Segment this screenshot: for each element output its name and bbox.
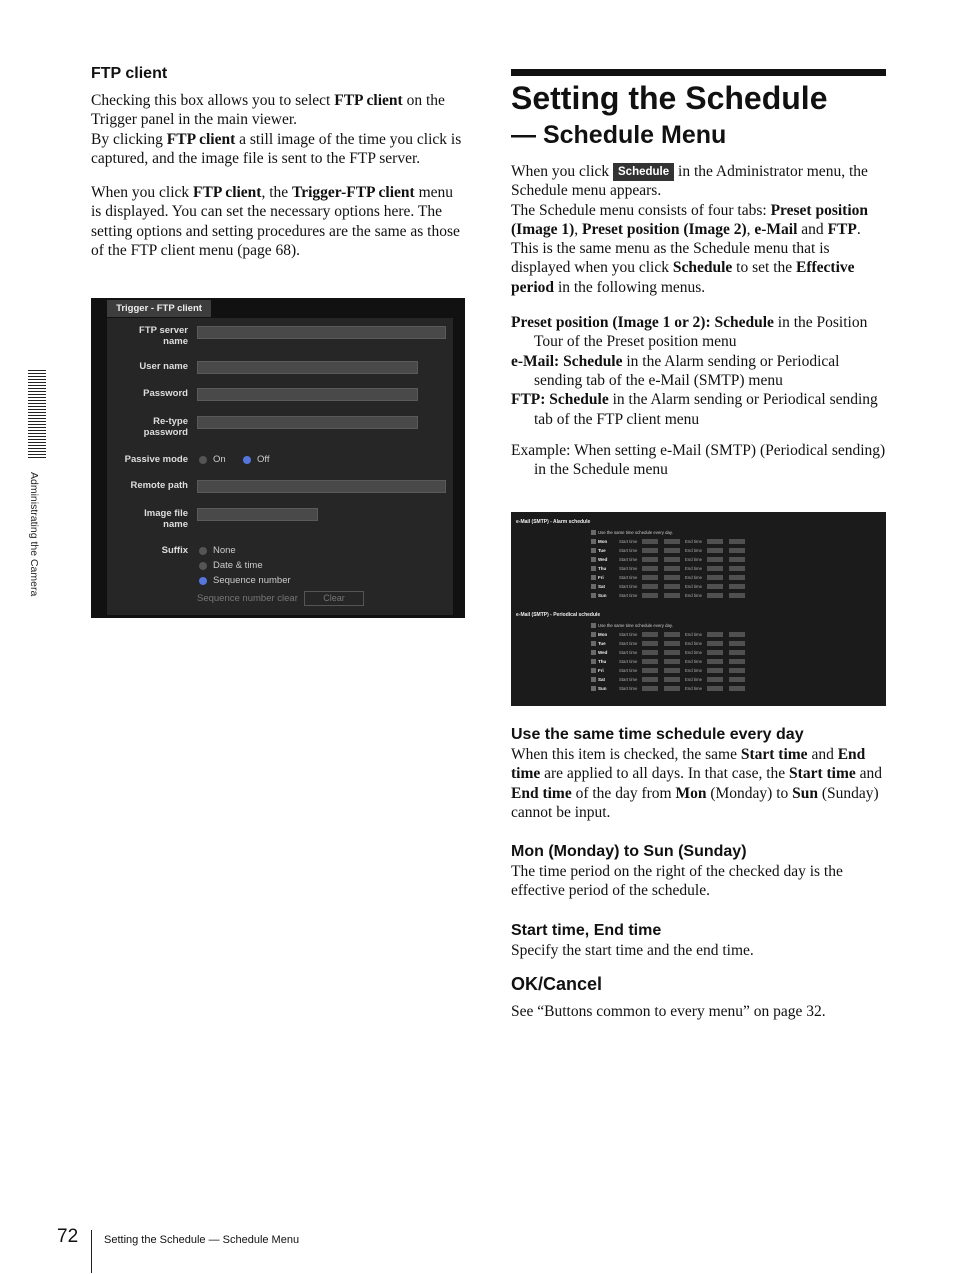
bold-term: e-Mail — [754, 220, 798, 238]
bold-term: Start time — [789, 765, 856, 783]
start-time-label: Start time — [619, 668, 638, 673]
text-run: . — [856, 220, 861, 238]
text-run: menu is displayed. You can set the necessary options here. The setting options and setting procedures are the same as those of the FTP client menu (page 68). — [91, 184, 460, 260]
alarm-schedule-title: e-Mail (SMTP) - Alarm schedule — [516, 519, 591, 525]
end-time-label: End time — [685, 677, 702, 682]
day-label: Tue — [598, 641, 606, 646]
schedule-day-row — [589, 649, 749, 656]
periodical-schedule-title: e-Mail (SMTP) - Periodical schedule — [516, 612, 601, 618]
start-minute-field[interactable] — [664, 686, 680, 691]
start-minute-field[interactable] — [664, 575, 680, 580]
bold-term: Trigger-FTP client — [292, 184, 415, 202]
end-hour-field[interactable] — [707, 539, 723, 544]
day-label: Fri — [598, 575, 604, 580]
text-run: in the Position Tour of the Preset position menu — [534, 314, 868, 351]
day-label: Tue — [598, 548, 606, 553]
text-run: (Sunday) cannot be input. — [511, 784, 879, 821]
paragraph — [511, 201, 886, 240]
end-hour-field[interactable] — [707, 668, 723, 673]
schedule-day-row — [589, 592, 749, 599]
day-label: Wed — [598, 557, 608, 562]
day-label: Thu — [598, 566, 607, 571]
end-minute-field[interactable] — [729, 593, 745, 598]
left-column — [91, 64, 466, 260]
passive-mode-label: Passive mode — [124, 454, 188, 465]
day-checkbox[interactable] — [591, 641, 596, 646]
suffix-none-radio[interactable] — [199, 547, 207, 555]
schedule-day-row — [589, 565, 749, 572]
bold-term: Preset position (Image 1) — [511, 201, 869, 238]
day-checkbox[interactable] — [591, 575, 596, 580]
start-hour-field[interactable] — [642, 677, 658, 682]
same-time-row — [589, 622, 749, 629]
day-checkbox[interactable] — [591, 650, 596, 655]
intro-text: in the Administrator menu, the Schedule menu appears. — [511, 163, 868, 200]
start-hour-field[interactable] — [642, 641, 658, 646]
start-time-label: Start time — [619, 686, 638, 691]
retype-password-input[interactable] — [197, 416, 418, 429]
intro-paragraph — [511, 162, 886, 201]
page-number: 72 — [57, 1226, 79, 1247]
start-hour-field[interactable] — [642, 557, 658, 562]
text-run: The Schedule menu consists of four tabs: — [511, 201, 771, 219]
end-hour-field[interactable] — [707, 593, 723, 598]
text-run: in the Alarm sending or Periodical sending tab of the e-Mail (SMTP) menu — [534, 352, 840, 389]
bold-term: FTP client — [334, 92, 403, 109]
text-run: , — [574, 220, 583, 238]
schedule-button: Schedule — [613, 163, 674, 181]
start-hour-field[interactable] — [642, 659, 658, 664]
start-minute-field[interactable] — [664, 593, 680, 598]
end-minute-field[interactable] — [729, 584, 745, 589]
bold-term: FTP — [827, 220, 857, 238]
heading-days: Mon (Monday) to Sun (Sunday) — [511, 843, 747, 861]
start-hour-field[interactable] — [642, 668, 658, 673]
ftp-client-screenshot — [91, 298, 465, 618]
example-caption: Example: When setting e-Mail (SMTP) (Periodical sending) in the Schedule menu — [511, 441, 886, 479]
start-hour-field[interactable] — [642, 650, 658, 655]
bold-term: Sun — [792, 784, 818, 802]
text-run: When this item is checked, the same — [511, 746, 741, 763]
schedule-day-row — [589, 631, 749, 638]
day-checkbox[interactable] — [591, 659, 596, 664]
end-hour-field[interactable] — [707, 566, 723, 571]
same-time-label: Use the same time schedule every day. — [598, 530, 673, 535]
start-minute-field[interactable] — [664, 677, 680, 682]
text-run: in the following menus. — [554, 278, 706, 296]
start-hour-field[interactable] — [642, 593, 658, 598]
end-time-label: End time — [685, 641, 702, 646]
paragraph: Specify the start time and the end time. — [511, 941, 754, 959]
text-run: and — [855, 765, 883, 783]
start-minute-field[interactable] — [664, 566, 680, 571]
start-hour-field[interactable] — [642, 686, 658, 691]
heading-start-end-time: Start time, End time — [511, 921, 662, 939]
schedule-screenshot — [511, 512, 886, 706]
start-time-label: Start time — [619, 650, 638, 655]
end-minute-field[interactable] — [729, 677, 745, 682]
text-run: This is the same menu as the Schedule menu that is displayed when you click — [511, 240, 830, 277]
schedule-day-row — [589, 685, 749, 692]
text-run: and — [797, 220, 828, 238]
schedule-day-row — [589, 640, 749, 647]
day-checkbox[interactable] — [591, 686, 596, 691]
text-run: and — [807, 746, 838, 763]
start-hour-field[interactable] — [642, 584, 658, 589]
suffix-label: Suffix — [161, 545, 188, 556]
start-hour-field[interactable] — [642, 575, 658, 580]
retype-password-label: Re-type password — [143, 416, 188, 438]
end-hour-field[interactable] — [707, 575, 723, 580]
end-minute-field[interactable] — [729, 548, 745, 553]
password-label: Password — [143, 388, 188, 399]
bold-term: End time — [511, 746, 866, 783]
start-time-label: Start time — [619, 659, 638, 664]
ftp-settings-panel — [107, 318, 453, 615]
title-rule — [511, 69, 886, 76]
suffix-none-label: None — [213, 545, 236, 556]
passive-on-label: On — [213, 454, 226, 465]
page-subtitle: — Schedule Menu — [511, 121, 727, 149]
start-time-label: Start time — [619, 539, 638, 544]
passive-off-radio[interactable] — [243, 456, 251, 464]
end-minute-field[interactable] — [729, 641, 745, 646]
ftp-server-name-label: FTP server name — [139, 325, 188, 347]
bold-term: Effective period — [511, 259, 855, 296]
passive-on-radio[interactable] — [199, 456, 207, 464]
day-label: Thu — [598, 659, 607, 664]
schedule-day-row — [589, 667, 749, 674]
paragraph: See “Buttons common to every menu” on page 32. — [511, 1003, 826, 1021]
ftp-server-name-input[interactable] — [197, 326, 446, 339]
end-minute-field[interactable] — [729, 632, 745, 637]
bold-term: FTP client — [166, 130, 236, 148]
start-time-label: Start time — [619, 557, 638, 562]
text-run: (Monday) to — [706, 784, 793, 802]
text-run: in the Alarm sending or Periodical sending tab of the FTP client menu — [534, 391, 878, 428]
bold-term: FTP client — [193, 184, 262, 202]
bold-term: Start time — [740, 746, 808, 763]
schedule-day-row — [589, 583, 749, 590]
list-item — [511, 352, 886, 391]
start-minute-field[interactable] — [664, 539, 680, 544]
page-title: Setting the Schedule — [511, 80, 828, 116]
end-time-label: End time — [685, 575, 702, 580]
day-checkbox[interactable] — [591, 632, 596, 637]
end-hour-field[interactable] — [707, 632, 723, 637]
start-minute-field[interactable] — [664, 632, 680, 637]
end-time-label: End time — [685, 659, 702, 664]
end-hour-field[interactable] — [707, 677, 723, 682]
day-checkbox[interactable] — [591, 584, 596, 589]
heading-same-schedule: Use the same time schedule every day — [511, 726, 804, 743]
end-hour-field[interactable] — [707, 584, 723, 589]
clear-button[interactable]: Clear — [304, 591, 364, 606]
footer-title: Setting the Schedule — Schedule Menu — [104, 1234, 300, 1246]
end-hour-field[interactable] — [707, 641, 723, 646]
start-minute-field[interactable] — [664, 548, 680, 553]
bold-term: Schedule — [672, 259, 733, 277]
end-minute-field[interactable] — [729, 668, 745, 673]
day-label: Sat — [598, 677, 606, 682]
text-run: of the day from — [571, 784, 676, 802]
text-run: By clicking — [91, 130, 167, 148]
end-time-label: End time — [685, 557, 702, 562]
end-hour-field[interactable] — [707, 650, 723, 655]
start-hour-field[interactable] — [642, 632, 658, 637]
intro-text: When you click — [511, 163, 614, 180]
right-column — [511, 162, 886, 479]
start-minute-field[interactable] — [664, 584, 680, 589]
schedule-day-row — [589, 658, 749, 665]
day-checkbox[interactable] — [591, 557, 596, 562]
section-heading-ftp-client: FTP client — [91, 65, 168, 82]
start-time-label: Start time — [619, 632, 638, 637]
sidebar-section-label: Administrating the Camera — [28, 472, 40, 597]
start-time-label: Start time — [619, 593, 638, 598]
text-run: When you click — [91, 184, 194, 202]
remote-path-input[interactable] — [197, 480, 446, 493]
bold-term: Preset position (Image 1 or 2): Schedule — [511, 314, 774, 332]
image-file-name-label: Image file name — [144, 508, 188, 530]
end-minute-field[interactable] — [729, 575, 745, 580]
same-time-row — [589, 529, 749, 536]
start-minute-field[interactable] — [664, 659, 680, 664]
end-time-label: End time — [685, 539, 702, 544]
end-time-label: End time — [685, 584, 702, 589]
text-run: , the — [261, 184, 293, 202]
day-checkbox[interactable] — [591, 677, 596, 682]
suffix-sequence-radio[interactable] — [199, 577, 207, 585]
bold-term: Preset position (Image 2) — [582, 220, 747, 238]
end-time-label: End time — [685, 686, 702, 691]
end-minute-field[interactable] — [729, 539, 745, 544]
heading-ok-cancel: OK/Cancel — [511, 974, 603, 995]
suffix-date-radio[interactable] — [199, 562, 207, 570]
end-time-label: End time — [685, 632, 702, 637]
bold-term: e-Mail: Schedule — [511, 352, 623, 370]
schedule-day-row — [589, 538, 749, 545]
end-time-label: End time — [685, 548, 702, 553]
text-run: on the Trigger panel in the main viewer. — [91, 92, 445, 129]
start-hour-field[interactable] — [642, 539, 658, 544]
start-minute-field[interactable] — [664, 650, 680, 655]
start-time-label: Start time — [619, 584, 638, 589]
passive-off-label: Off — [257, 454, 270, 465]
start-hour-field[interactable] — [642, 566, 658, 571]
paragraph: The time period on the right of the checked day is the effective period of the schedule. — [511, 863, 843, 900]
day-label: Wed — [598, 650, 608, 655]
tab-trigger-ftp-client: Trigger - FTP client — [107, 300, 211, 317]
day-label: Sun — [598, 593, 607, 598]
password-input[interactable] — [197, 388, 418, 401]
bold-term: End time — [511, 784, 572, 802]
paragraph — [511, 745, 886, 822]
same-time-label: Use the same time schedule every day. — [598, 623, 673, 628]
suffix-sequence-label: Sequence number — [213, 575, 291, 586]
end-time-label: End time — [685, 593, 702, 598]
text-run: Checking this box allows you to select — [91, 92, 335, 109]
bold-term: Mon — [675, 784, 707, 802]
user-name-label: User name — [139, 361, 188, 372]
day-checkbox[interactable] — [591, 548, 596, 553]
end-time-label: End time — [685, 650, 702, 655]
start-time-label: Start time — [619, 566, 638, 571]
day-label: Sat — [598, 584, 606, 589]
end-hour-field[interactable] — [707, 557, 723, 562]
start-time-label: Start time — [619, 575, 638, 580]
start-time-label: Start time — [619, 548, 638, 553]
schedule-day-row — [589, 676, 749, 683]
paragraph — [91, 91, 466, 130]
day-checkbox[interactable] — [591, 566, 596, 571]
start-time-label: Start time — [619, 641, 638, 646]
list-item — [511, 313, 886, 352]
image-file-name-input[interactable] — [197, 508, 318, 521]
paragraph — [91, 183, 466, 260]
text-run: , — [746, 220, 755, 238]
day-label: Mon — [598, 632, 608, 637]
day-checkbox[interactable] — [591, 539, 596, 544]
sequence-clear-label: Sequence number clear — [197, 593, 298, 604]
start-time-label: Start time — [619, 677, 638, 682]
end-hour-field[interactable] — [707, 686, 723, 691]
bold-term: FTP: Schedule — [511, 391, 609, 409]
day-label: Mon — [598, 539, 608, 544]
end-minute-field[interactable] — [729, 659, 745, 664]
day-label: Sun — [598, 686, 607, 691]
end-time-label: End time — [685, 668, 702, 673]
paragraph — [511, 239, 886, 297]
end-hour-field[interactable] — [707, 659, 723, 664]
end-minute-field[interactable] — [729, 686, 745, 691]
schedule-day-row — [589, 574, 749, 581]
start-minute-field[interactable] — [664, 557, 680, 562]
same-time-checkbox[interactable] — [591, 623, 596, 628]
remote-path-label: Remote path — [130, 480, 188, 491]
start-minute-field[interactable] — [664, 668, 680, 673]
descriptions — [511, 725, 886, 1021]
suffix-date-label: Date & time — [213, 560, 263, 571]
schedule-day-row — [589, 556, 749, 563]
start-minute-field[interactable] — [664, 641, 680, 646]
footer-divider — [91, 1230, 92, 1273]
end-minute-field[interactable] — [729, 557, 745, 562]
schedule-day-row — [589, 547, 749, 554]
text-run: a still image of the time you click is captured, and the image file is sent to the FTP server. — [91, 130, 462, 167]
sidebar-marker — [28, 370, 46, 460]
text-run: are applied to all days. In that case, the — [540, 765, 790, 783]
start-hour-field[interactable] — [642, 548, 658, 553]
same-time-checkbox[interactable] — [591, 530, 596, 535]
paragraph — [91, 130, 466, 169]
day-checkbox[interactable] — [591, 593, 596, 598]
end-minute-field[interactable] — [729, 650, 745, 655]
end-minute-field[interactable] — [729, 566, 745, 571]
text-run: to set the — [732, 259, 797, 277]
list-item — [511, 390, 886, 429]
user-name-input[interactable] — [197, 361, 418, 374]
end-time-label: End time — [685, 566, 702, 571]
day-label: Fri — [598, 668, 604, 673]
end-hour-field[interactable] — [707, 548, 723, 553]
day-checkbox[interactable] — [591, 668, 596, 673]
